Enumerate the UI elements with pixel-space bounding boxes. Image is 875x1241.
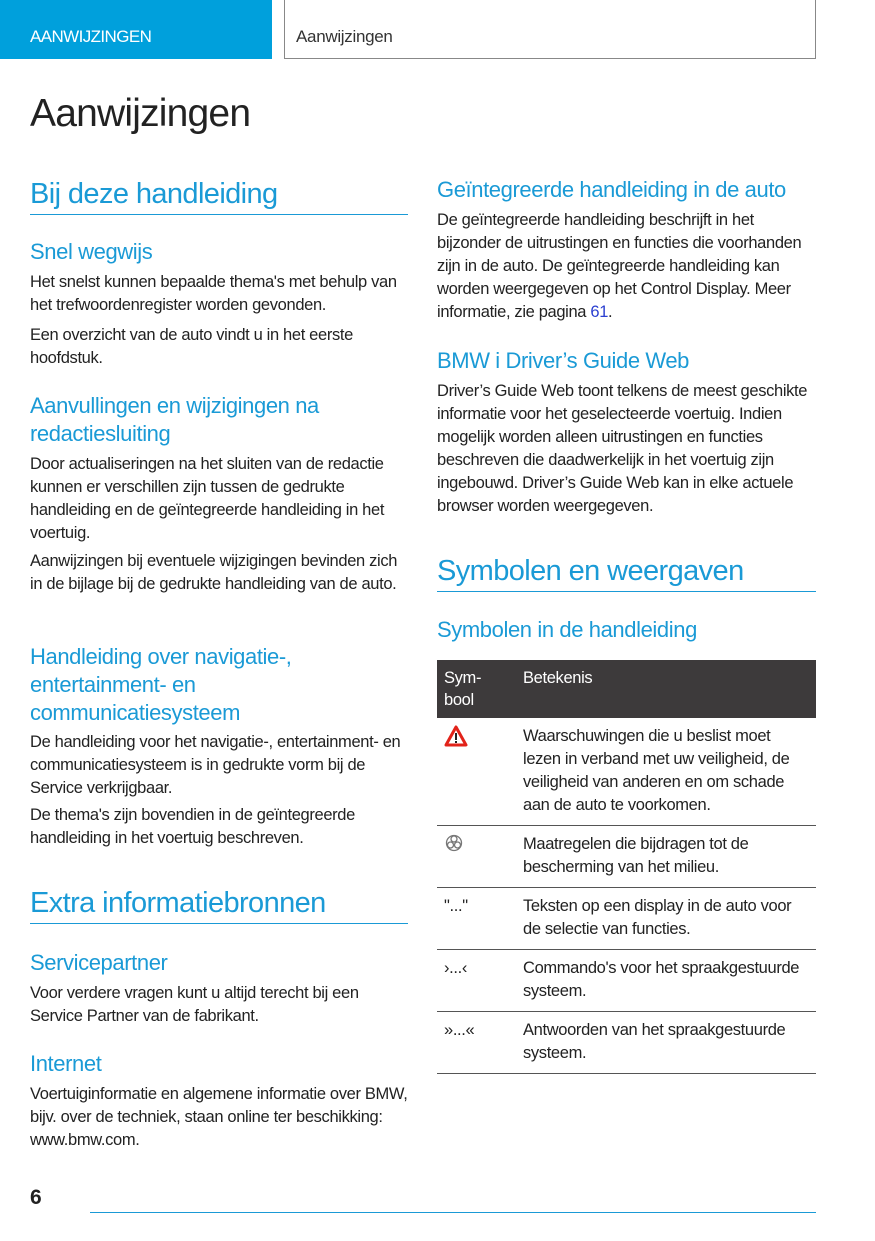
paragraph: Aanwijzingen bij eventuele wijzigingen bevinden zich in de bijlage bij de gedrukte handleiding van de auto. [30,552,398,593]
heading-internet: Internet [30,1051,102,1076]
paragraph [437,209,816,324]
meaning-cell: Teksten op een display in de auto voor de selectie van functies. [516,888,816,950]
header-meaning: Betekenis [516,660,816,718]
meaning-cell: Waarschuwingen die u beslist moet lezen in verband met uw veiligheid, de veiligheid van anderen en om schade aan de auto te voorkomen. [516,718,816,826]
paragraph: Een overzicht van de auto vindt u in het eerste hoofdstuk. [30,326,353,367]
heading-servicepartner: Servicepartner [30,950,168,975]
meaning-cell: Commando's voor het spraakgestuurde systeem. [516,950,816,1012]
heading-drivers-guide-web: BMW i Driver’s Guide Web [437,348,690,373]
paragraph: Door actualiseringen na het sluiten van de redactie kunnen er verschillen zijn tussen de gedrukte handleiding en de geïntegreerde handleiding in het voertuig. [30,455,385,542]
table-header-row [437,660,816,718]
heading-snel-wegwijs: Snel wegwijs [30,239,153,264]
paragraph: De handleiding voor het navigatie-, entertainment- en communicatiesysteem is in gedrukte vorm bij de Service verkrijgbaar. [30,733,401,797]
paragraph: Voor verdere vragen kunt u altijd terecht bij een Service Partner van de fabrikant. [30,984,359,1025]
paragraph: Voertuiginformatie en algemene informatie over BMW, bijv. over de techniek, staan online ter beschikking: www.bmw.com. [30,1085,408,1149]
symbol-cell [437,826,516,888]
heading-aanvullingen: Aanvullingen en wijzigingen na redactiesluiting [30,393,319,446]
section-tab[interactable]: AANWIJZINGEN [0,0,272,59]
table-row [437,718,816,826]
heading-symbolen-en-weergaven: Symbolen en weergaven [437,553,816,592]
meaning-cell: Antwoorden van het spraakgestuurde systeem. [516,1012,816,1074]
paragraph: De thema's zijn bovendien in de geïntegreerde handleiding in het voertuig beschreven. [30,806,355,847]
heading-bij-deze-handleiding: Bij deze handleiding [30,176,408,215]
heading-symbolen-in-handleiding: Symbolen in de handleiding [437,617,697,642]
paragraph: Het snelst kunnen bepaalde thema's met behulp van het trefwoordenregister worden gevonden. [30,273,397,314]
period: . [608,303,613,321]
environment-icon [444,833,464,853]
table-row [437,888,816,950]
symbol-cell: »...« [437,1012,516,1074]
table-row [437,950,816,1012]
heading-geintegreerde-handleiding: Geïntegreerde handleiding in de auto [437,177,786,202]
symbol-cell: ›...‹ [437,950,516,1012]
table-row [437,826,816,888]
symbol-cell: "..." [437,888,516,950]
paragraph: Driver’s Guide Web toont telkens de meest geschikte informatie voor het geselecteerde voertuig. Indien mogelijk worden alleen uitrustingen en functies beschreven die daadwerkelijk in het voertuig zijn ingebouwd. Driver’s Guide Web kan in elke actuele browser worden weergegeven. [437,382,808,515]
warning-triangle-icon [444,725,468,747]
symbol-cell [437,718,516,826]
footer-divider [90,1212,816,1213]
page-number: 6 [30,1186,42,1209]
page-title: Aanwijzingen [30,92,251,135]
heading-extra-informatiebronnen: Extra informatiebronnen [30,885,408,924]
paragraph-text: De geïntegreerde handleiding beschrijft in het bijzonder de uitrustingen en functies die voorhanden zijn in de auto. De geïntegreerde handleiding kan worden weergegeven op het Control Display. Meer informatie, zie pagina [437,211,802,321]
page-link[interactable]: 61 [590,303,609,321]
meaning-cell: Maatregelen die bijdragen tot de bescherming van het milieu. [516,826,816,888]
chapter-header: Aanwijzingen [284,0,816,59]
table-row [437,1012,816,1074]
heading-navigatie: Handleiding over navigatie-, entertainment- en communicatiesysteem [30,644,292,725]
header-symbol: Sym- bool [437,660,516,718]
symbols-table [437,660,816,1074]
